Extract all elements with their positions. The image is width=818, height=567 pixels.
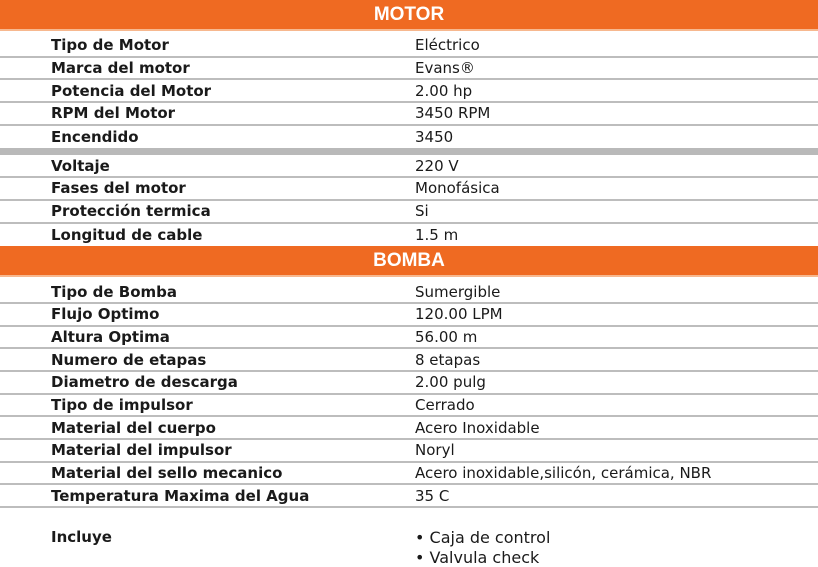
spec-label: Temperatura Maxima del Agua: [51, 486, 310, 505]
spec-row: [0, 485, 818, 508]
spec-row: [0, 349, 818, 372]
spec-label: Material del impulsor: [51, 441, 232, 460]
spec-label: Protección termica: [51, 202, 211, 221]
spec-label: Fases del motor: [51, 179, 186, 198]
spec-label: Flujo Optimo: [51, 305, 160, 324]
spec-row: [0, 417, 818, 440]
spec-row: [0, 178, 818, 201]
spec-label: RPM del Motor: [51, 104, 176, 123]
bomba-title: BOMBA: [373, 249, 445, 271]
spec-value: 220 V: [415, 156, 459, 175]
spec-label: Altura Optima: [51, 327, 170, 346]
spec-label: Tipo de Bomba: [51, 282, 177, 301]
bomba-header: [0, 246, 818, 277]
spec-label: Tipo de Motor: [51, 36, 169, 55]
spec-label: Material del cuerpo: [51, 418, 216, 437]
spec-value: Sumergible: [415, 282, 501, 301]
includes-label: Incluye: [51, 528, 112, 547]
motor-header: [0, 0, 818, 31]
spec-row: [0, 440, 818, 463]
spec-label: Tipo de impulsor: [51, 395, 193, 414]
spec-label: Marca del motor: [51, 59, 190, 78]
spec-value: 8 etapas: [415, 350, 481, 369]
includes-item: • Caja de control: [415, 528, 551, 548]
spec-value: 56.00 m: [415, 327, 478, 346]
includes-item: • Valvula check: [415, 548, 540, 567]
spec-value: Monofásica: [415, 179, 500, 198]
spec-value: Evans®: [415, 59, 475, 78]
spec-row: [0, 395, 818, 418]
motor-title: MOTOR: [373, 3, 445, 25]
spec-value: Eléctrico: [415, 36, 480, 55]
spec-value: 1.5 m: [415, 225, 459, 244]
spec-row: [0, 372, 818, 395]
spec-value: Noryl: [415, 441, 455, 460]
spec-value: Si: [415, 202, 429, 221]
spec-row: [0, 224, 818, 247]
spec-value: 3450: [415, 128, 454, 147]
spec-label: Encendido: [51, 128, 139, 147]
spec-label: Numero de etapas: [51, 350, 207, 369]
spec-label: Potencia del Motor: [51, 81, 212, 100]
section-divider: [0, 148, 818, 155]
spec-value: 3450 RPM: [415, 104, 491, 123]
spec-row: [0, 327, 818, 350]
spec-row: [0, 304, 818, 327]
spec-value: Cerrado: [415, 395, 475, 414]
spec-row: [0, 201, 818, 224]
spec-label: Voltaje: [51, 156, 110, 175]
spec-value: 35 C: [415, 486, 450, 505]
spec-value: Acero inoxidable,silicón, cerámica, NBR: [415, 464, 712, 483]
spec-row: [0, 35, 818, 58]
spec-row: [0, 58, 818, 81]
spec-value: 2.00 hp: [415, 81, 473, 100]
includes-section: [0, 508, 818, 567]
includes-list: [415, 528, 818, 567]
spec-row: [0, 463, 818, 486]
spec-label: Diametro de descarga: [51, 373, 238, 392]
spec-value: Acero Inoxidable: [415, 418, 540, 437]
spec-value: 120.00 LPM: [415, 305, 503, 324]
spec-row: [0, 80, 818, 103]
spec-row: [0, 281, 818, 304]
spec-label: Longitud de cable: [51, 225, 203, 244]
spec-row: [0, 103, 818, 126]
spec-row: [0, 126, 818, 149]
spec-label: Material del sello mecanico: [51, 464, 283, 483]
spec-value: 2.00 pulg: [415, 373, 486, 392]
spec-row: [0, 155, 818, 178]
